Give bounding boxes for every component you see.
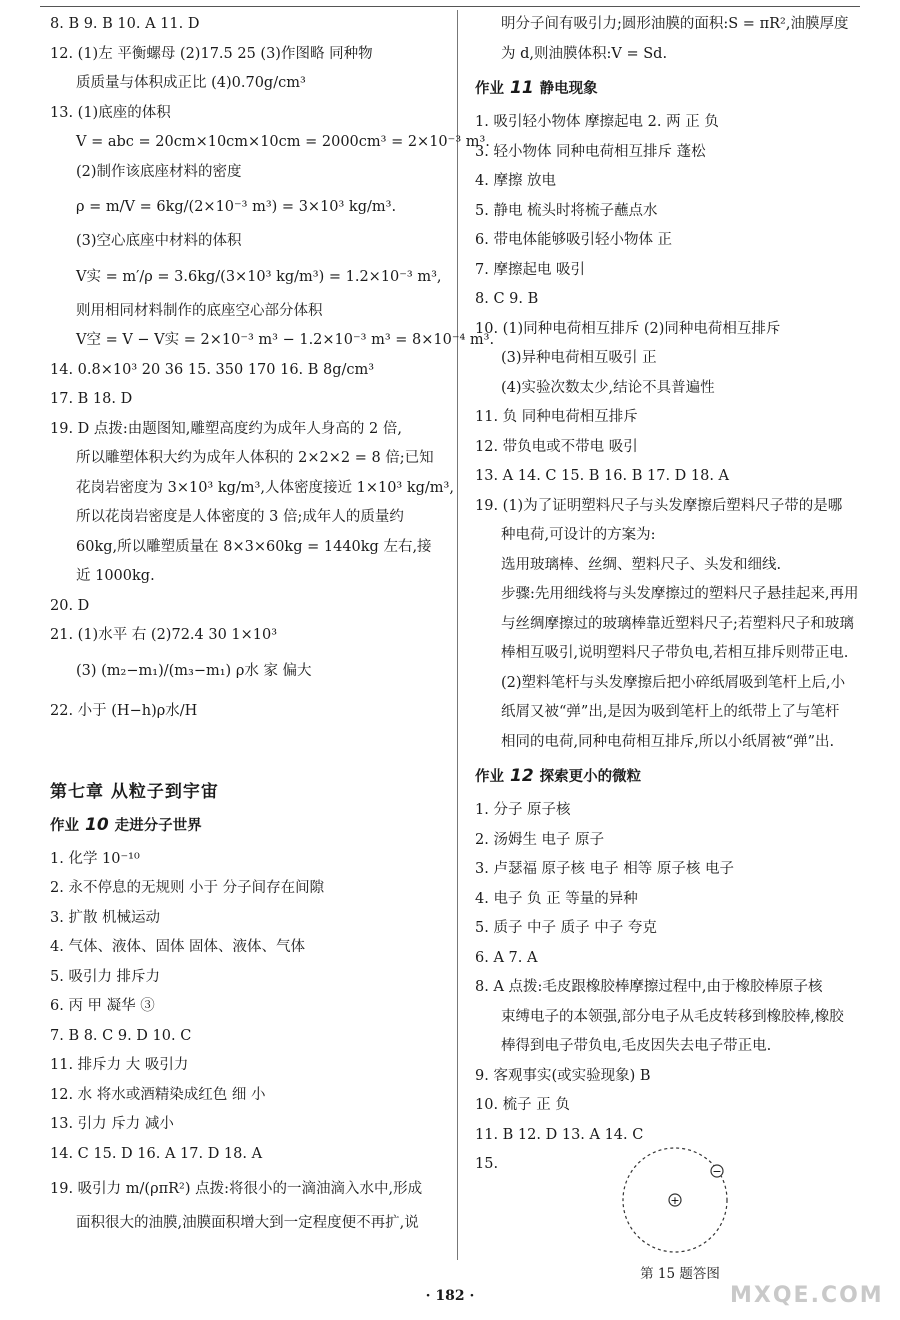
formula-line: (3) (m₂−m₁)/(m₃−m₁) ρ水 家 偏大 <box>76 662 312 679</box>
answer-line: 明分子间有吸引力;圆形油膜的面积:S = πR²,油膜厚度 <box>501 16 849 32</box>
answer-line: 14. C 15. D 16. A 17. D 18. A <box>50 1145 263 1162</box>
answer-line: 1. 吸引轻小物体 摩擦起电 2. 两 正 负 <box>475 114 719 130</box>
answer-line: 4. 气体、液体、固体 固体、液体、气体 <box>50 939 306 955</box>
section-title: 静电现象 <box>539 81 598 97</box>
answer-line: 10. 梳子 正 负 <box>475 1097 570 1113</box>
answer-line: 14. 0.8×10³ 20 36 15. 350 170 16. B 8g/cm³ <box>50 361 375 378</box>
section-heading-hw11 <box>475 73 895 104</box>
answer-line: 花岗岩密度为 3×10³ kg/m³,人体密度接近 1×10³ kg/m³, <box>76 479 454 496</box>
answer-line: 3. 轻小物体 同种电荷相互排斥 蓬松 <box>475 143 706 160</box>
answer-line: 8. A 点拨:毛皮跟橡胶棒摩擦过程中,由于橡胶棒原子核 <box>475 979 823 995</box>
answer-line: 步骤:先用细线将与头发摩擦过的塑料尺子悬挂起来,再用 <box>501 586 859 602</box>
answer-line: (3)异种电荷相互吸引 正 <box>501 350 657 366</box>
answer-line: 2. 永不停息的无规则 小于 分子间存在间隙 <box>50 880 325 896</box>
section-heading-hw12 <box>475 761 895 792</box>
answer-line: (3)空心底座中材料的体积 <box>76 233 242 249</box>
answer-line: 9. 客观事实(或实验现象) B <box>475 1067 651 1084</box>
section-prefix: 作业 <box>475 81 504 97</box>
answer-line: 19. D 点拨:由题图知,雕塑高度约为成年人身高的 2 倍, <box>50 420 402 437</box>
answer-line: 4. 摩擦 放电 <box>475 173 557 189</box>
answer-line: 选用玻璃棒、丝绸、塑料尺子、头发和细线. <box>501 556 782 573</box>
answer-line: 所以雕塑体积大约为成年人体积的 2×2×2 = 8 倍;已知 <box>76 450 434 466</box>
answer-line: 为 d,则油膜体积:V = Sd. <box>501 45 668 62</box>
left-column <box>50 10 495 1239</box>
answer-line: (4)实验次数太少,结论不具普遍性 <box>501 379 715 396</box>
answer-line: 19. 吸引力 m/(ρπR²) 点拨:将很小的一滴油滴入水中,形成 <box>50 1181 423 1197</box>
answer-line: 质质量与体积成正比 (4)0.70g/cm³ <box>76 75 306 91</box>
answer-line: 11. 负 同种电荷相互排斥 <box>475 409 638 425</box>
answer-line: 12. 水 将水或酒精染成红色 细 小 <box>50 1086 266 1103</box>
formula-line: ρ = m/V = 6kg/(2×10⁻³ m³) = 3×10³ kg/m³. <box>76 199 397 215</box>
watermark: MXQE.COM <box>730 1283 884 1308</box>
answer-line: 13. 引力 斥力 减小 <box>50 1116 174 1132</box>
answer-line: (2)塑料笔杆与头发摩擦后把小碎纸屑吸到笔杆上后,小 <box>501 674 846 691</box>
answer-line: 19. (1)为了证明塑料尺子与头发摩擦后塑料尺子带的是哪 <box>475 497 843 514</box>
answer-line: (2)制作该底座材料的密度 <box>76 163 242 180</box>
answer-line: 12. 带负电或不带电 吸引 <box>475 438 638 455</box>
answer-line: 束缚电子的本领强,部分电子从毛皮转移到橡胶棒,橡胶 <box>501 1008 844 1025</box>
answer-line: 7. B 8. C 9. D 10. C <box>50 1027 192 1044</box>
answer-line: 15. <box>475 1156 499 1172</box>
answer-line: 11. 排斥力 大 吸引力 <box>50 1057 189 1073</box>
chapter-title: 第七章 从粒子到宇宙 <box>50 781 219 802</box>
section-number: 11 <box>510 78 534 98</box>
answer-line: 4. 电子 负 正 等量的异种 <box>475 890 638 907</box>
answer-line: 60kg,所以雕塑质量在 8×3×60kg = 1440kg 左右,接 <box>76 538 432 555</box>
section-prefix: 作业 <box>475 769 504 785</box>
nucleus-symbol: + <box>670 1194 680 1207</box>
section-title: 走进分子世界 <box>114 817 202 834</box>
formula-line: V空 = V − V实 = 2×10⁻³ m³ − 1.2×10⁻³ m³ = 8×10⁻⁴ m³. <box>76 332 495 348</box>
answer-line: 2. 汤姆生 电子 原子 <box>475 831 605 848</box>
answer-line: 6. 丙 甲 凝华 ③ <box>50 998 155 1014</box>
answer-line: 棒相互吸引,说明塑料尺子带负电,若相互排斥则带正电. <box>501 645 849 661</box>
section-prefix: 作业 <box>50 817 79 834</box>
answer-line: 3. 卢瑟福 原子核 电子 相等 原子核 电子 <box>475 861 734 877</box>
electron-symbol: − <box>712 1165 722 1178</box>
answer-line: 5. 静电 梳头时将梳子蘸点水 <box>475 202 658 219</box>
formula-line: 22. 小于 (H−h)ρ水/H <box>50 702 198 719</box>
answer-line: 5. 质子 中子 质子 中子 夸克 <box>475 920 657 936</box>
section-number: 10 <box>85 814 109 835</box>
column-divider <box>457 10 458 1260</box>
answer-line: 则用相同材料制作的底座空心部分体积 <box>76 302 323 319</box>
answer-line: 8. B 9. B 10. A 11. D <box>50 16 200 32</box>
answer-line: 相同的电荷,同种电荷相互排斥,所以小纸屑被“弹”出. <box>501 733 835 750</box>
answer-line: 纸屑又被“弹”出,是因为吸到笔杆上的纸带上了与笔杆 <box>501 704 840 720</box>
answer-line: 1. 化学 10⁻¹⁰ <box>50 850 140 867</box>
right-column <box>475 10 895 1180</box>
answer-line: 与丝绸摩擦过的玻璃棒靠近塑料尺子;若塑料尺子和玻璃 <box>501 615 854 632</box>
answer-line: 13. (1)底座的体积 <box>50 104 171 121</box>
formula-line: V = abc = 20cm×10cm×10cm = 2000cm³ = 2×10⁻³ m³. <box>76 134 490 150</box>
answer-line: 面积很大的油膜,油膜面积增大到一定程度便不再扩,说 <box>76 1215 419 1231</box>
answer-line: 6. 带电体能够吸引轻小物体 正 <box>475 232 673 248</box>
answer-line: 20. D <box>50 597 90 614</box>
answer-line: 5. 吸引力 排斥力 <box>50 968 161 985</box>
answer-line: 6. A 7. A <box>475 949 538 966</box>
answer-line: 种电荷,可设计的方案为: <box>501 527 656 543</box>
answer-line: 21. (1)水平 右 (2)72.4 30 1×10³ <box>50 627 278 643</box>
page-number: · 182 · <box>425 1288 475 1304</box>
answer-line: 17. B 18. D <box>50 391 133 407</box>
section-heading-hw10 <box>50 810 450 841</box>
answer-line: 8. C 9. B <box>475 291 539 307</box>
figure-caption: 第 15 题答图 <box>640 1266 720 1282</box>
answer-line: 3. 扩散 机械运动 <box>50 909 161 926</box>
atom-model-figure <box>620 1145 730 1255</box>
answer-line: 棒得到电子带负电,毛皮因失去电子带正电. <box>501 1038 772 1054</box>
answer-line: 1. 分子 原子核 <box>475 802 571 818</box>
section-title: 探索更小的微粒 <box>539 769 642 785</box>
section-number: 12 <box>510 766 534 786</box>
answer-line: 11. B 12. D 13. A 14. C <box>475 1126 644 1143</box>
answer-line: 7. 摩擦起电 吸引 <box>475 261 586 278</box>
answer-line: 10. (1)同种电荷相互排斥 (2)同种电荷相互排斥 <box>475 320 781 337</box>
formula-line: V实 = m′/ρ = 3.6kg/(3×10³ kg/m³) = 1.2×10⁻³ m³, <box>76 268 442 285</box>
answer-line: 12. (1)左 平衡螺母 (2)17.5 25 (3)作图略 同种物 <box>50 45 373 62</box>
answer-line: 所以花岗岩密度是人体密度的 3 倍;成年人的质量约 <box>76 509 404 525</box>
answer-line: 13. A 14. C 15. B 16. B 17. D 18. A <box>475 468 730 484</box>
answer-line: 近 1000kg. <box>76 568 155 584</box>
top-rule <box>40 6 860 7</box>
